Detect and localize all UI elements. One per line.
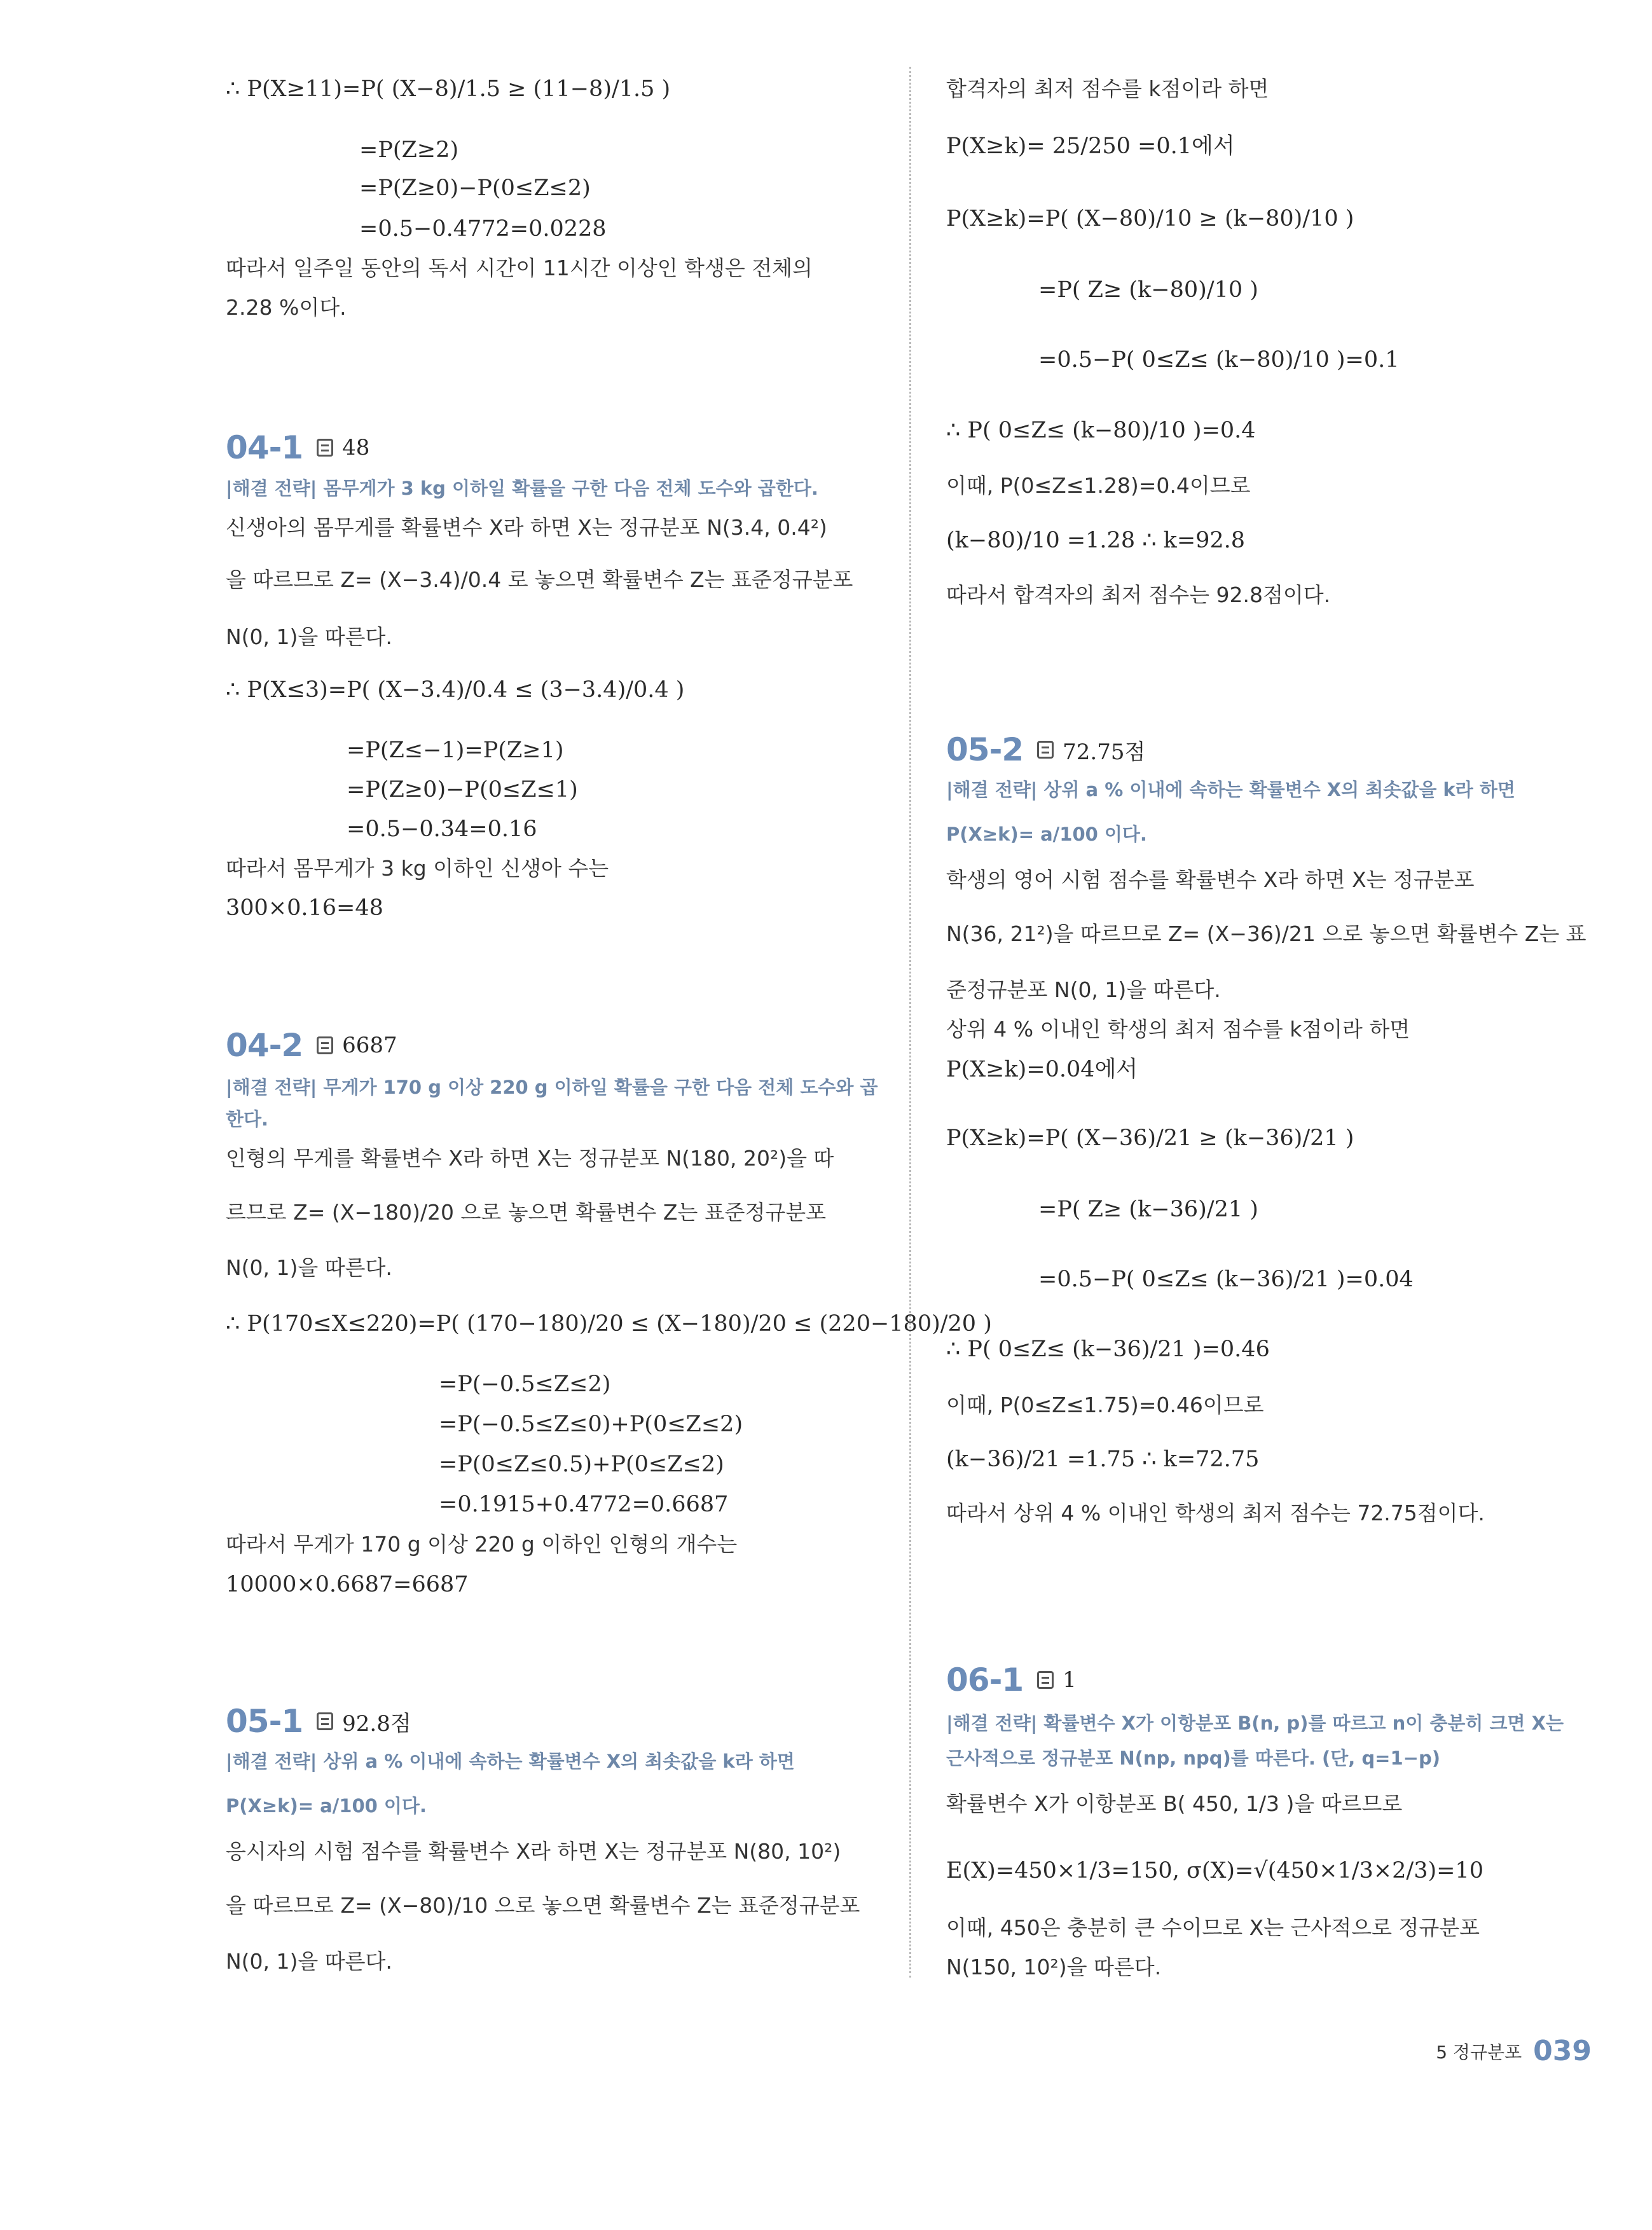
answer-icon [317, 1036, 333, 1054]
solution-eq: =P( Z≥ (k−80)/10 ) [1038, 277, 1258, 303]
solution-eq: P(X≥k)=P( (X−80)/10 ≥ (k−80)/10 ) [946, 206, 1354, 231]
chapter-label: 5 정규분포 [1436, 2041, 1522, 2063]
answer-value: 1 [1063, 1667, 1077, 1693]
strategy-text: P(X≥k)= a/100 이다. [946, 823, 1147, 845]
solution-eq: ∴ P(170≤X≤220)=P( (170−180)/20 ≤ (X−180)/20 ≤ (220−180)/20 ) [226, 1311, 992, 1337]
problem-05-1-header [226, 1703, 411, 1740]
solution-eq: =P(Z≤−1)=P(Z≥1) [347, 738, 564, 763]
solution-eq: =P(Z≥0)−P(0≤Z≤1) [347, 777, 578, 802]
solution-line: 이때, P(0≤Z≤1.75)=0.46이므로 [946, 1393, 1264, 1417]
solution-eq: E(X)=450×1/3=150, σ(X)=√(450×1/3×2/3)=10 [946, 1858, 1483, 1883]
solution-line: 따라서 상위 4 % 이내인 학생의 최저 점수는 72.75점이다. [946, 1501, 1485, 1525]
solution-line: N(0, 1)을 따른다. [226, 624, 392, 649]
answer-icon [317, 439, 333, 457]
problem-05-2-header [946, 731, 1145, 768]
strategy-text: |해결 전략| 몸무게가 3 kg 이하일 확률을 구한 다음 전체 도수와 곱한다. [226, 478, 818, 499]
solution-eq: =0.5−0.34=0.16 [347, 816, 537, 842]
column-divider [909, 67, 911, 1978]
problem-number: 05-1 [226, 1703, 303, 1740]
strategy-text: 근사적으로 정규분포 N(np, npq)를 따른다. (단, q=1−p) [946, 1747, 1440, 1769]
strategy-text: P(X≥k)= a/100 이다. [226, 1795, 427, 1817]
page-footer [1436, 2035, 1592, 2067]
solution-eq: =P( Z≥ (k−36)/21 ) [1038, 1197, 1258, 1222]
solution-eq: 10000×0.6687=6687 [226, 1572, 469, 1597]
solution-eq: 300×0.16=48 [226, 895, 383, 921]
problem-number: 04-2 [226, 1027, 303, 1064]
solution-eq: P(X≥k)= 25/250 =0.1에서 [946, 134, 1235, 159]
strategy-text: 한다. [226, 1108, 269, 1130]
solution-line: 을 따르므로 Z= (X−80)/10 으로 놓으면 확률변수 Z는 표준정규분포 [226, 1893, 860, 1918]
solution-eq: =0.1915+0.4772=0.6687 [439, 1492, 729, 1517]
solution-line: 이때, P(0≤Z≤1.28)=0.4이므로 [946, 473, 1251, 498]
solution-line: N(36, 21²)을 따르므로 Z= (X−36)/21 으로 놓으면 확률변수 Z는 표 [946, 921, 1587, 946]
solution-line: 따라서 무게가 170 g 이상 220 g 이하인 인형의 개수는 [226, 1532, 738, 1557]
solution-eq: =0.5−P( 0≤Z≤ (k−80)/10 )=0.1 [1038, 347, 1400, 373]
solution-line: 따라서 합격자의 최저 점수는 92.8점이다. [946, 582, 1331, 607]
problem-number: 05-2 [946, 731, 1024, 768]
solution-eq: ∴ P( 0≤Z≤ (k−36)/21 )=0.46 [946, 1337, 1270, 1362]
solution-line: N(150, 10²)을 따른다. [946, 1955, 1162, 1979]
solution-eq: ∴ P(X≤3)=P( (X−3.4)/0.4 ≤ (3−3.4)/0.4 ) [226, 677, 685, 703]
solution-line: N(0, 1)을 따른다. [226, 1255, 392, 1280]
solution-line: 확률변수 X가 이항분포 B( 450, 1/3 )을 따르므로 [946, 1791, 1403, 1816]
solution-line: 준정규분포 N(0, 1)을 따른다. [946, 977, 1221, 1002]
solution-eq: =P(−0.5≤Z≤0)+P(0≤Z≤2) [439, 1412, 743, 1437]
solution-eq: =P(−0.5≤Z≤2) [439, 1372, 611, 1397]
strategy-text: |해결 전략| 상위 a % 이내에 속하는 확률변수 X의 최솟값을 k라 하면 [226, 1751, 795, 1772]
solution-eq: (k−80)/10 =1.28 ∴ k=92.8 [946, 528, 1246, 553]
strategy-text: |해결 전략| 확률변수 X가 이항분포 B(n, p)를 따르고 n이 충분히 크면 X는 [946, 1712, 1564, 1734]
answer-icon [317, 1712, 333, 1730]
solution-eq: P(X≥k)=0.04에서 [946, 1057, 1138, 1082]
solution-line: N(0, 1)을 따른다. [226, 1949, 392, 1974]
prev-text-2: 2.28 %이다. [226, 295, 347, 320]
strategy-text: |해결 전략| 무게가 170 g 이상 220 g 이하일 확률을 구한 다음 전체 도수와 곱 [226, 1077, 878, 1098]
answer-value: 92.8점 [342, 1710, 411, 1737]
answer-value: 6687 [342, 1033, 397, 1058]
solution-eq: =0.5−P( 0≤Z≤ (k−36)/21 )=0.04 [1038, 1267, 1414, 1292]
prev-eq-1: ∴ P(X≥11)=P( (X−8)/1.5 ≥ (11−8)/1.5 ) [226, 76, 671, 102]
solution-eq: =P(0≤Z≤0.5)+P(0≤Z≤2) [439, 1452, 724, 1477]
prev-text-1: 따라서 일주일 동안의 독서 시간이 11시간 이상인 학생은 전체의 [226, 256, 813, 280]
prev-eq-4: =0.5−0.4772=0.0228 [359, 216, 607, 242]
solution-line: 따라서 몸무게가 3 kg 이하인 신생아 수는 [226, 856, 609, 881]
solution-line: 이때, 450은 충분히 큰 수이므로 X는 근사적으로 정규분포 [946, 1915, 1480, 1940]
answer-value: 48 [342, 435, 370, 460]
problem-number: 06-1 [946, 1662, 1024, 1698]
problem-04-2-header [226, 1027, 397, 1064]
solution-line: 합격자의 최저 점수를 k점이라 하면 [946, 76, 1269, 101]
problem-number: 04-1 [226, 429, 303, 466]
solution-line: 인형의 무게를 확률변수 X라 하면 X는 정규분포 N(180, 20²)을 따 [226, 1146, 834, 1171]
page-number: 039 [1533, 2035, 1592, 2067]
solution-eq: ∴ P( 0≤Z≤ (k−80)/10 )=0.4 [946, 418, 1256, 443]
solution-line: 상위 4 % 이내인 학생의 최저 점수를 k점이라 하면 [946, 1017, 1410, 1042]
solution-line: 을 따르므로 Z= (X−3.4)/0.4 로 놓으면 확률변수 Z는 표준정규분포 [226, 567, 853, 592]
solution-eq: P(X≥k)=P( (X−36)/21 ≥ (k−36)/21 ) [946, 1125, 1354, 1151]
prev-eq-2: =P(Z≥2) [359, 137, 459, 163]
problem-06-1-header [946, 1662, 1077, 1698]
solution-line: 응시자의 시험 점수를 확률변수 X라 하면 X는 정규분포 N(80, 10²) [226, 1839, 841, 1864]
answer-value: 72.75점 [1063, 739, 1146, 765]
solution-line: 신생아의 몸무게를 확률변수 X라 하면 X는 정규분포 N(3.4, 0.4²) [226, 515, 827, 540]
answer-icon [1037, 741, 1054, 759]
strategy-text: |해결 전략| 상위 a % 이내에 속하는 확률변수 X의 최솟값을 k라 하면 [946, 779, 1515, 801]
solution-line: 르므로 Z= (X−180)/20 으로 놓으면 확률변수 Z는 표준정규분포 [226, 1200, 827, 1225]
prev-eq-3: =P(Z≥0)−P(0≤Z≤2) [359, 176, 591, 201]
solution-line: 학생의 영어 시험 점수를 확률변수 X라 하면 X는 정규분포 [946, 867, 1475, 892]
answer-icon [1037, 1671, 1054, 1689]
solution-eq: (k−36)/21 =1.75 ∴ k=72.75 [946, 1447, 1260, 1472]
problem-04-1-header [226, 429, 369, 466]
